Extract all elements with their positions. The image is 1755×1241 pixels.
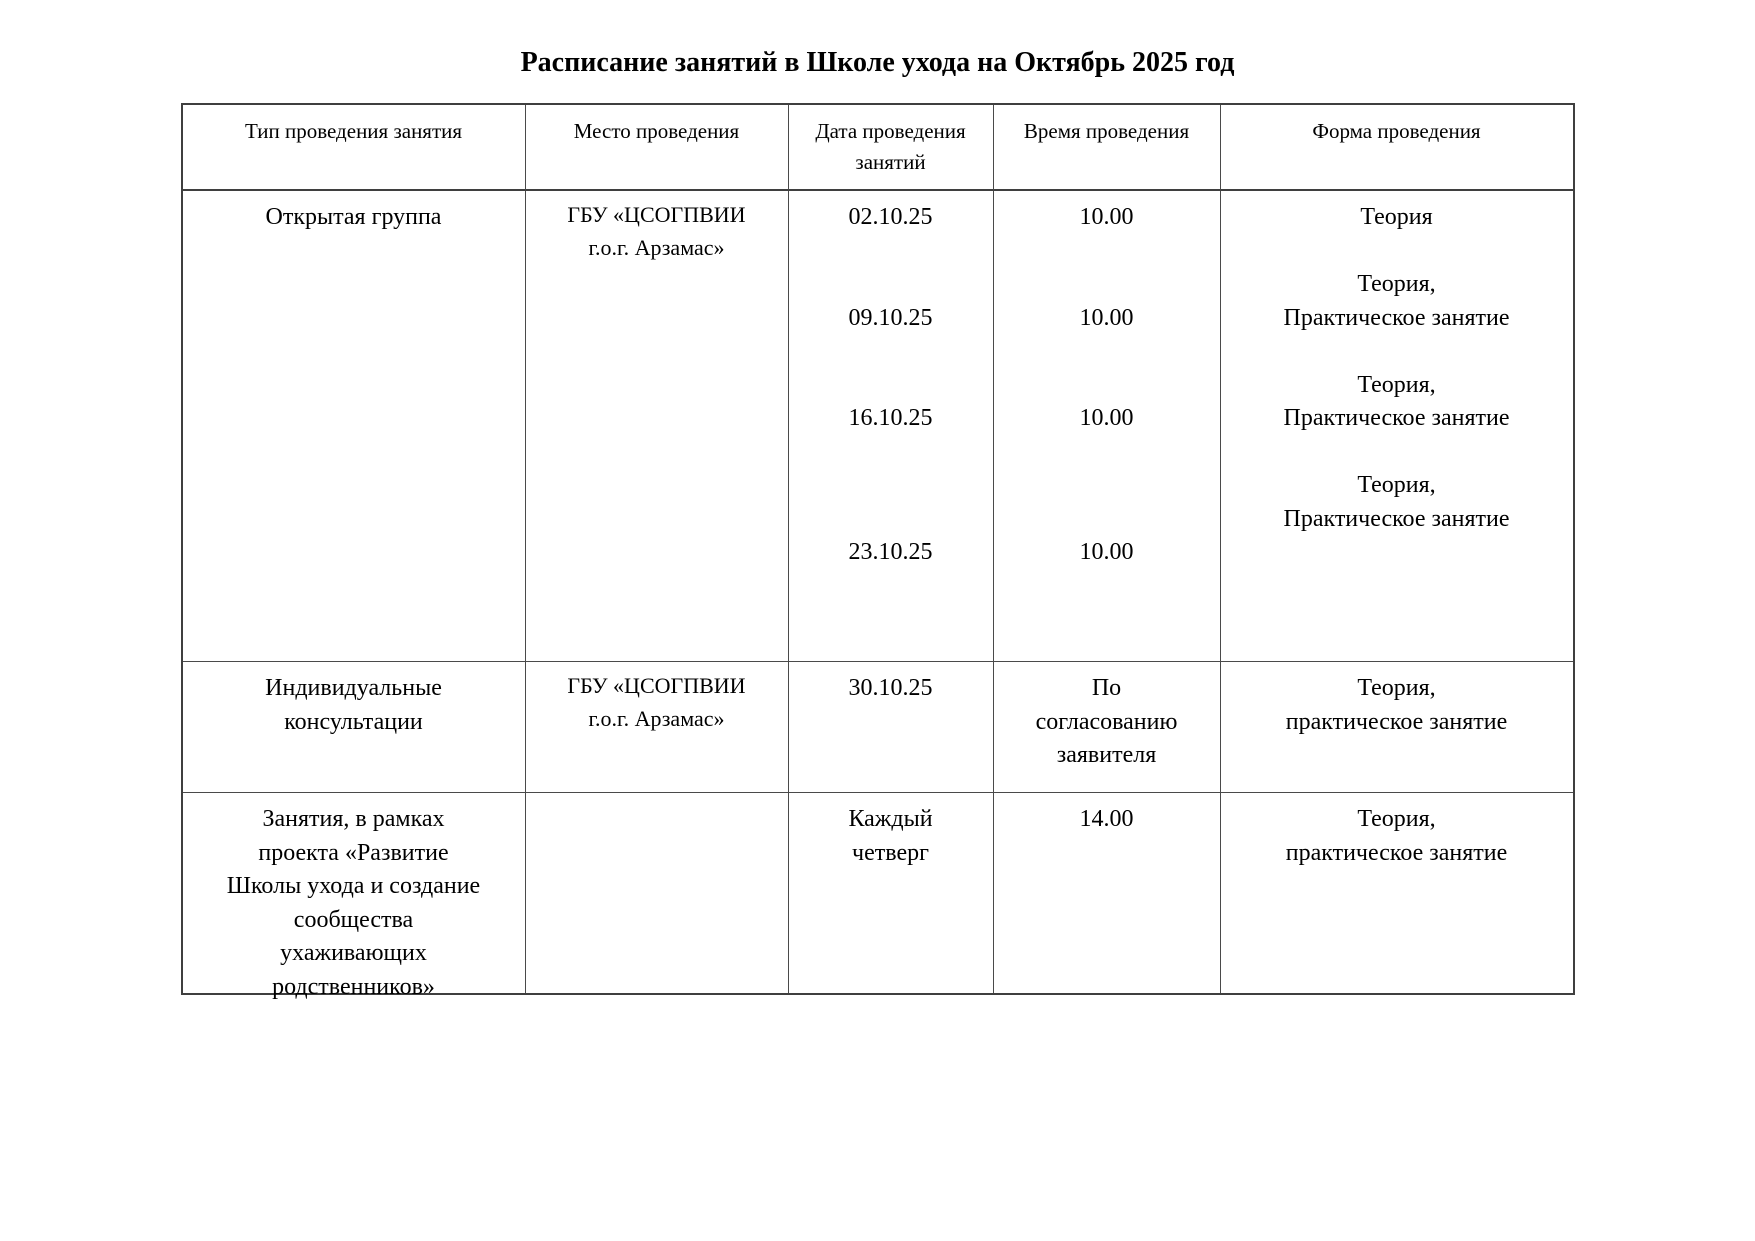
spacer-line [793,469,989,503]
cell-row1-times [994,191,1221,662]
spacer-line [793,335,989,369]
cell-row2-type [183,662,526,793]
time-line: заявителя [1056,742,1157,768]
date-line: четверг [852,839,929,866]
time-line: По [1091,675,1122,701]
cell-row1-type [183,191,526,662]
form-line: Теория, [1357,371,1436,398]
time-line: 10.00 [1079,539,1134,565]
type-line: проекта «Развитие [258,839,449,866]
spacer-line [793,268,989,302]
cell-row1-place [526,191,789,662]
date-line: 23.10.25 [848,539,933,565]
time-line: 10.00 [1079,204,1134,230]
type-line: консультации [284,708,423,735]
form-line: Теория, [1357,271,1436,297]
type-line: родственников» [272,973,435,1000]
spacer-line [793,369,989,403]
spacer-line [793,436,989,470]
cell-row3-time [994,793,1221,993]
time-line: 14.00 [1079,806,1134,832]
date-line: 09.10.25 [848,304,933,331]
type-line: ухаживающих [280,940,427,966]
spacer-line [998,235,1216,269]
form-line: Практическое занятие [1283,405,1510,431]
spacer-line [998,369,1216,403]
cell-row1-forms [1221,191,1573,662]
type-line: Занятия, в рамках [262,806,445,832]
spacer-line [998,335,1216,369]
date-line: 02.10.25 [848,204,933,230]
type-line: Школы ухода и создание [226,873,481,899]
form-line: Теория, [1357,472,1436,498]
form-line: Теория, [1357,806,1436,832]
place-line: г.о.г. Арзамас» [588,705,725,731]
spacer-line [1225,335,1569,369]
place-line: г.о.г. Арзамас» [588,234,725,260]
form-line: практическое занятие [1285,839,1508,866]
type-line: Индивидуальные [265,675,442,701]
header-cell-form: Форма проведения [1221,105,1573,191]
date-line: 30.10.25 [848,675,933,701]
spacer-line [1225,235,1569,269]
date-line: Каждый [848,806,933,832]
time-line: согласованию [1035,708,1178,735]
cell-row3-place-empty [526,793,789,993]
spacer-line [793,503,989,537]
place-line: ГБУ «ЦСОГПВИИ [567,202,746,227]
header-cell-time: Время проведения [994,105,1221,191]
form-line: Теория [1360,204,1433,230]
spacer-line [998,436,1216,470]
place-line: ГБУ «ЦСОГПВИИ [567,673,746,698]
spacer-line [1225,436,1569,470]
cell-row2-date [789,662,994,793]
time-line: 10.00 [1079,405,1134,431]
cell-row2-place [526,662,789,793]
schedule-table [181,103,1575,1000]
form-line: Практическое занятие [1283,304,1510,331]
header-cell-place: Место проведения [526,105,789,191]
cell-row3-form [1221,793,1573,993]
cell-row1-dates [789,191,994,662]
spacer-line [998,469,1216,503]
spacer-line [998,268,1216,302]
type-line: Открытая группа [265,204,442,230]
form-line: Теория, [1357,675,1436,701]
header-cell-type: Тип проведения занятия [183,105,526,191]
cell-row3-date [789,793,994,993]
form-line: Практическое занятие [1283,505,1510,532]
spacer-line [998,503,1216,537]
spacer-line [793,235,989,269]
cell-row3-type [183,793,526,1000]
header-cell-date: Дата проведения занятий [789,105,994,191]
form-line: практическое занятие [1285,708,1508,735]
cell-row2-form [1221,662,1573,793]
cell-row2-time [994,662,1221,793]
type-line: сообщества [293,906,414,933]
page-title: Расписание занятий в Школе ухода на Октябрь 2025 год [520,47,1235,78]
time-line: 10.00 [1079,304,1134,331]
date-line: 16.10.25 [848,405,933,431]
